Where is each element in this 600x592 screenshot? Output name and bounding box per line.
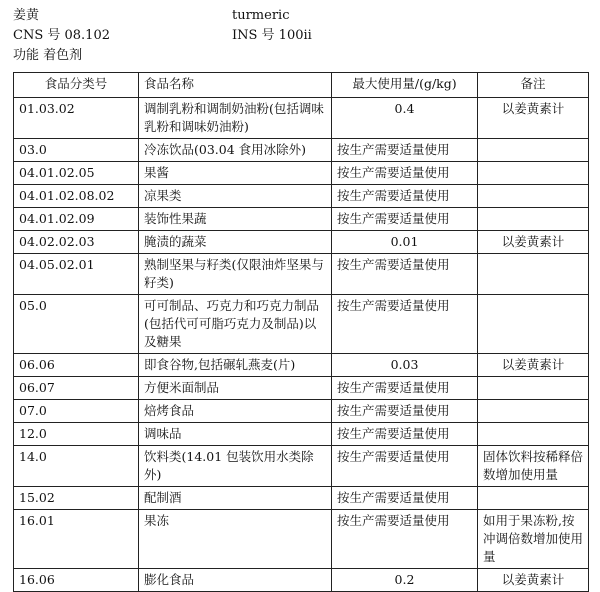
max-usage-cell: 按生产需要适量使用	[332, 208, 478, 231]
food-category-code-cell: 04.01.02.09	[14, 208, 139, 231]
note-cell	[478, 139, 589, 162]
food-name-cell: 调味品	[139, 423, 332, 446]
additive-function: 功能 着色剂	[13, 48, 83, 63]
note-cell: 如用于果冻粉,按冲调倍数增加使用量	[478, 510, 589, 569]
table-header-row	[14, 73, 589, 98]
food-category-code-cell: 04.01.02.08.02	[14, 185, 139, 208]
table-row	[14, 185, 589, 208]
additive-name-en: turmeric	[232, 8, 290, 23]
table-row	[14, 254, 589, 295]
max-usage-cell: 按生产需要适量使用	[332, 254, 478, 295]
max-usage-cell: 0.2	[332, 569, 478, 592]
food-name-cell: 即食谷物,包括碾轧燕麦(片)	[139, 354, 332, 377]
column-header-note: 备注	[478, 73, 589, 98]
max-usage-cell: 按生产需要适量使用	[332, 510, 478, 569]
food-name-cell: 膨化食品	[139, 569, 332, 592]
food-category-code-cell: 15.02	[14, 487, 139, 510]
column-header-max-usage: 最大使用量/(g/kg)	[332, 73, 478, 98]
note-cell: 以姜黄素计	[478, 569, 589, 592]
max-usage-cell: 按生产需要适量使用	[332, 377, 478, 400]
food-category-code-cell: 04.02.02.03	[14, 231, 139, 254]
food-name-cell: 饮料类(14.01 包装饮用水类除外)	[139, 446, 332, 487]
note-cell	[478, 295, 589, 354]
max-usage-cell: 按生产需要适量使用	[332, 400, 478, 423]
max-usage-cell: 按生产需要适量使用	[332, 423, 478, 446]
food-name-cell: 装饰性果蔬	[139, 208, 332, 231]
food-name-cell: 果冻	[139, 510, 332, 569]
food-category-code-cell: 06.06	[14, 354, 139, 377]
max-usage-cell: 按生产需要适量使用	[332, 139, 478, 162]
table-row	[14, 487, 589, 510]
column-header-name: 食品名称	[139, 73, 332, 98]
note-cell	[478, 254, 589, 295]
food-name-cell: 配制酒	[139, 487, 332, 510]
table-row	[14, 423, 589, 446]
note-cell	[478, 185, 589, 208]
max-usage-cell: 按生产需要适量使用	[332, 185, 478, 208]
max-usage-cell: 按生产需要适量使用	[332, 446, 478, 487]
food-category-code-cell: 16.01	[14, 510, 139, 569]
table-row	[14, 295, 589, 354]
food-name-cell: 方便米面制品	[139, 377, 332, 400]
note-cell: 以姜黄素计	[478, 231, 589, 254]
note-cell: 以姜黄素计	[478, 98, 589, 139]
food-name-cell: 焙烤食品	[139, 400, 332, 423]
food-name-cell: 凉果类	[139, 185, 332, 208]
max-usage-cell: 按生产需要适量使用	[332, 487, 478, 510]
note-cell	[478, 423, 589, 446]
food-category-code-cell: 04.01.02.05	[14, 162, 139, 185]
food-category-code-cell: 07.0	[14, 400, 139, 423]
food-name-cell: 果酱	[139, 162, 332, 185]
note-cell	[478, 377, 589, 400]
additive-name-cn: 姜黄	[13, 8, 40, 23]
table-row	[14, 446, 589, 487]
note-cell	[478, 208, 589, 231]
food-name-cell: 调制乳粉和调制奶油粉(包括调味乳粉和调味奶油粉)	[139, 98, 332, 139]
food-category-code-cell: 16.06	[14, 569, 139, 592]
table-row	[14, 162, 589, 185]
food-category-code-cell: 01.03.02	[14, 98, 139, 139]
food-category-code-cell: 12.0	[14, 423, 139, 446]
food-name-cell: 熟制坚果与籽类(仅限油炸坚果与籽类)	[139, 254, 332, 295]
note-cell: 以姜黄素计	[478, 354, 589, 377]
note-cell	[478, 487, 589, 510]
max-usage-cell: 0.4	[332, 98, 478, 139]
table-row	[14, 139, 589, 162]
table-row	[14, 98, 589, 139]
food-name-cell: 腌渍的蔬菜	[139, 231, 332, 254]
food-category-code-cell: 03.0	[14, 139, 139, 162]
note-cell: 固体饮料按稀释倍数增加使用量	[478, 446, 589, 487]
table-row	[14, 231, 589, 254]
max-usage-cell: 按生产需要适量使用	[332, 295, 478, 354]
usage-table	[13, 72, 589, 592]
table-row	[14, 208, 589, 231]
table-row	[14, 354, 589, 377]
cns-number: CNS 号 08.102	[13, 28, 110, 43]
food-category-code-cell: 04.05.02.01	[14, 254, 139, 295]
food-name-cell: 可可制品、巧克力和巧克力制品(包括代可可脂巧克力及制品)以及糖果	[139, 295, 332, 354]
max-usage-cell: 0.03	[332, 354, 478, 377]
table-row	[14, 510, 589, 569]
food-name-cell: 冷冻饮品(03.04 食用冰除外)	[139, 139, 332, 162]
table-row	[14, 377, 589, 400]
food-category-code-cell: 05.0	[14, 295, 139, 354]
max-usage-cell: 按生产需要适量使用	[332, 162, 478, 185]
max-usage-cell: 0.01	[332, 231, 478, 254]
note-cell	[478, 400, 589, 423]
column-header-code: 食品分类号	[14, 73, 139, 98]
ins-number: INS 号 100ii	[232, 28, 312, 43]
table-row	[14, 569, 589, 592]
food-category-code-cell: 14.0	[14, 446, 139, 487]
food-category-code-cell: 06.07	[14, 377, 139, 400]
table-row	[14, 400, 589, 423]
note-cell	[478, 162, 589, 185]
